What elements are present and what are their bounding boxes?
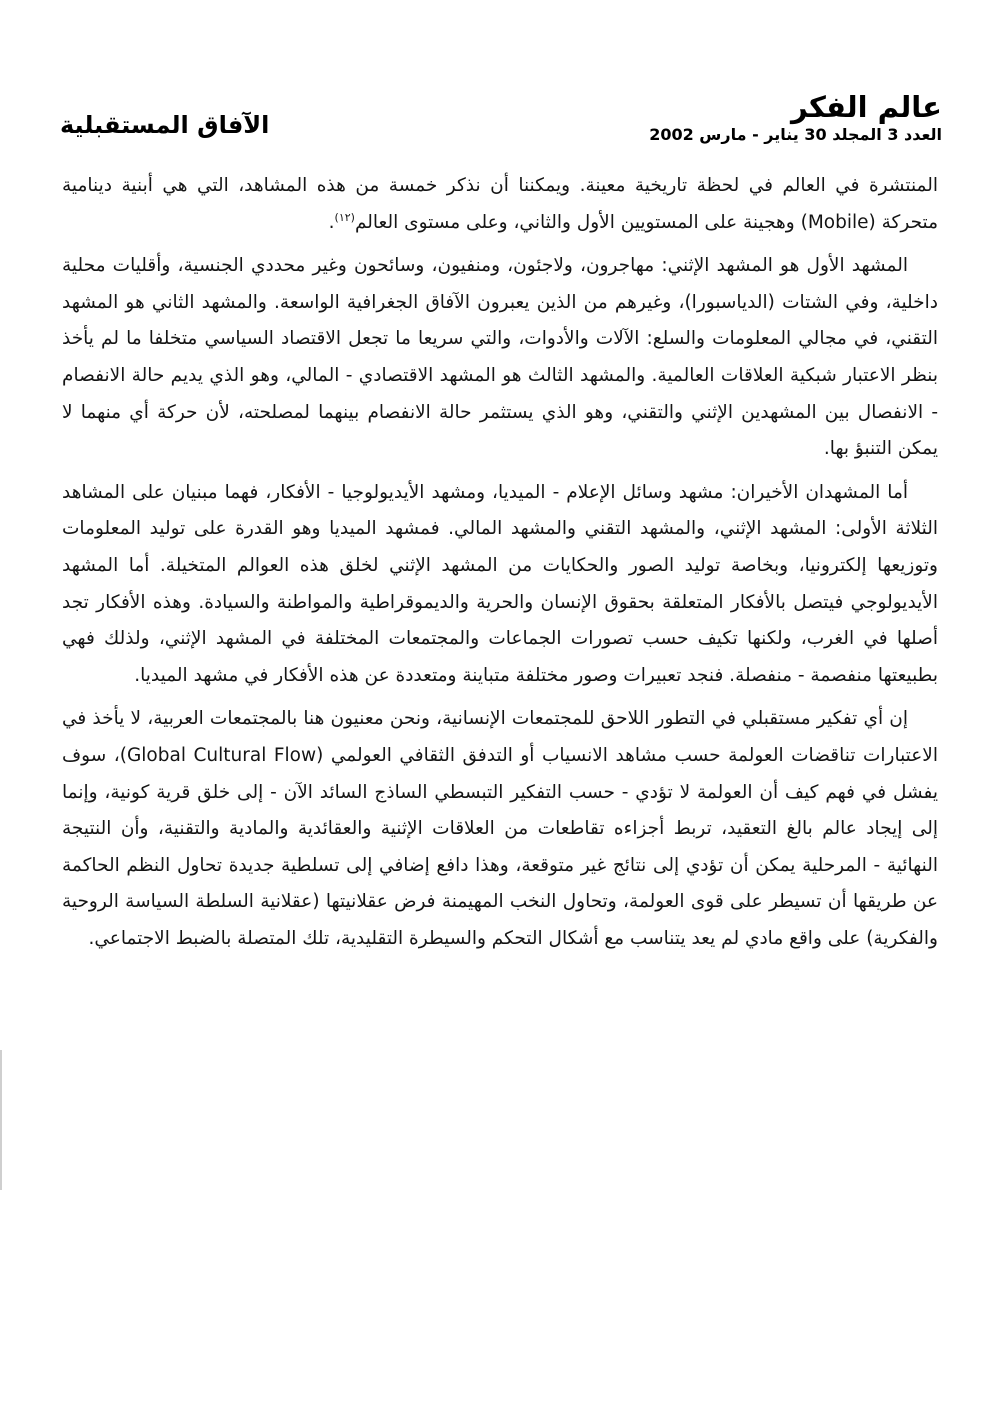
paragraph-4-latin-term: Global Cultural Flow xyxy=(126,744,317,766)
journal-title: عالم الفكر xyxy=(790,90,942,124)
paragraph-1 xyxy=(62,168,938,241)
paragraph-1-text-a: المنتشرة في العالم في لحظة تاريخية معينة. ويمكننا أن نذكر خمسة من هذه المشاهد، التي هي أبنية دينامية متحركة ( xyxy=(62,175,938,233)
paragraph-1-text-b: ) وهجينة على المستويين الأول والثاني، وعلى مستوى العالم xyxy=(354,211,808,233)
footnote-reference: (١٢) xyxy=(334,210,355,224)
paragraph-2: المشهد الأول هو المشهد الإثني: مهاجرون، ولاجئون، ومنفيون، وسائحون وغير محددي الجنسية، وأقليات محلية داخلية، وفي الشتات (الدياسبورا)، وغيرهم من الذين يعبرون الآفاق الجغرافية الواسعة. والمشهد الثاني هو المشهد التقني، في مجالي المعلومات والسلع: الآلات والأدوات، والتي سريعا ما تجعل الاقتصاد السياسي متخلفا ما لم يأخذ بنظر الاعتبار شبكية العلاقات العالمية. والمشهد الثالث هو المشهد الاقتصادي - المالي، وهو الذي يديم حالة الانفصام - الانفصال بين المشهدين الإثني والتقني، وهو الذي يستثمر حالة الانفصام بينهما لمصلحته، لأن حركة أي منهما لا يمكن التنبؤ بها. xyxy=(62,255,938,460)
page-header xyxy=(60,92,942,148)
issue-info: العدد 3 المجلد 30 يناير - مارس 2002 xyxy=(649,125,942,144)
section-title: الآفاق المستقبلية xyxy=(60,111,270,139)
paragraph-1-end: . xyxy=(328,211,335,233)
paragraph-4-text-b: )، سوف يفشل في فهم كيف أن العولمة لا تؤدي - حسب التفكير التبسطي الساذج السائد الآن - إلى خلق قرية كونية، وإنما إلى إيجاد عالم بالغ التعقيد، تربط أجزاءه تقاطعات من العلاقات الإثنية والعقائدية والمادية والتقنية، وأن النتيجة النهائية - المرحلية يمكن أن تؤدي إلى نتائج غير متوقعة، وهذا دافع إضافي إلى تسلطية جديدة تحاول النظم الحاكمة عن طريقها أن تسيطر على قوى العولمة، وتحاول النخب المهيمنة فرض عقلانيتها (عقلانية السلطة السياسة الروحية والفكرية) على واقع مادي لم يعد يتناسب مع أشكال التحكم والسيطرة التقليدية، تلك المتصلة بالضبط الاجتماعي. xyxy=(62,744,938,949)
journal-masthead xyxy=(649,92,942,146)
article-body xyxy=(62,168,938,964)
paragraph-1-latin-term: Mobile xyxy=(807,211,869,233)
scan-edge-mark xyxy=(0,1050,2,1190)
paragraph-3: أما المشهدان الأخيران: مشهد وسائل الإعلام - الميديا، ومشهد الأيديولوجيا - الأفكار، فهما مبنيان على المشاهد الثلاثة الأولى: المشهد الإثني، والمشهد التقني والمشهد المالي. فمشهد الميديا وهو القدرة على توليد المعلومات وتوزيعها إلكترونيا، وبخاصة توليد الصور والحكايات من المشهد الإثني لخلق هذه العوالم المتخيلة. أما المشهد الأيديولوجي فيتصل بالأفكار المتعلقة بحقوق الإنسان والحرية والديموقراطية والمواطنة والسيادة. وهذه الأفكار تجد أصلها في الغرب، ولكنها تكيف حسب تصورات الجماعات والمجتمعات المختلفة في المشهد الإثني، ولذلك فهي بطبيعتها منفصمة - منفصلة. فنجد تعبيرات وصور مختلفة متباينة ومتعددة عن هذه الأفكار في مشهد الميديا. xyxy=(62,481,938,686)
paragraph-4 xyxy=(62,701,938,957)
paragraph-4-text-a: إن أي تفكير مستقبلي في التطور اللاحق للمجتمعات الإنسانية، ونحن معنيون هنا بالمجتمعات العربية، لا يأخذ في الاعتبارات تناقضات العولمة حسب مشاهد الانسياب أو التدفق الثقافي العولمي ( xyxy=(62,708,938,766)
